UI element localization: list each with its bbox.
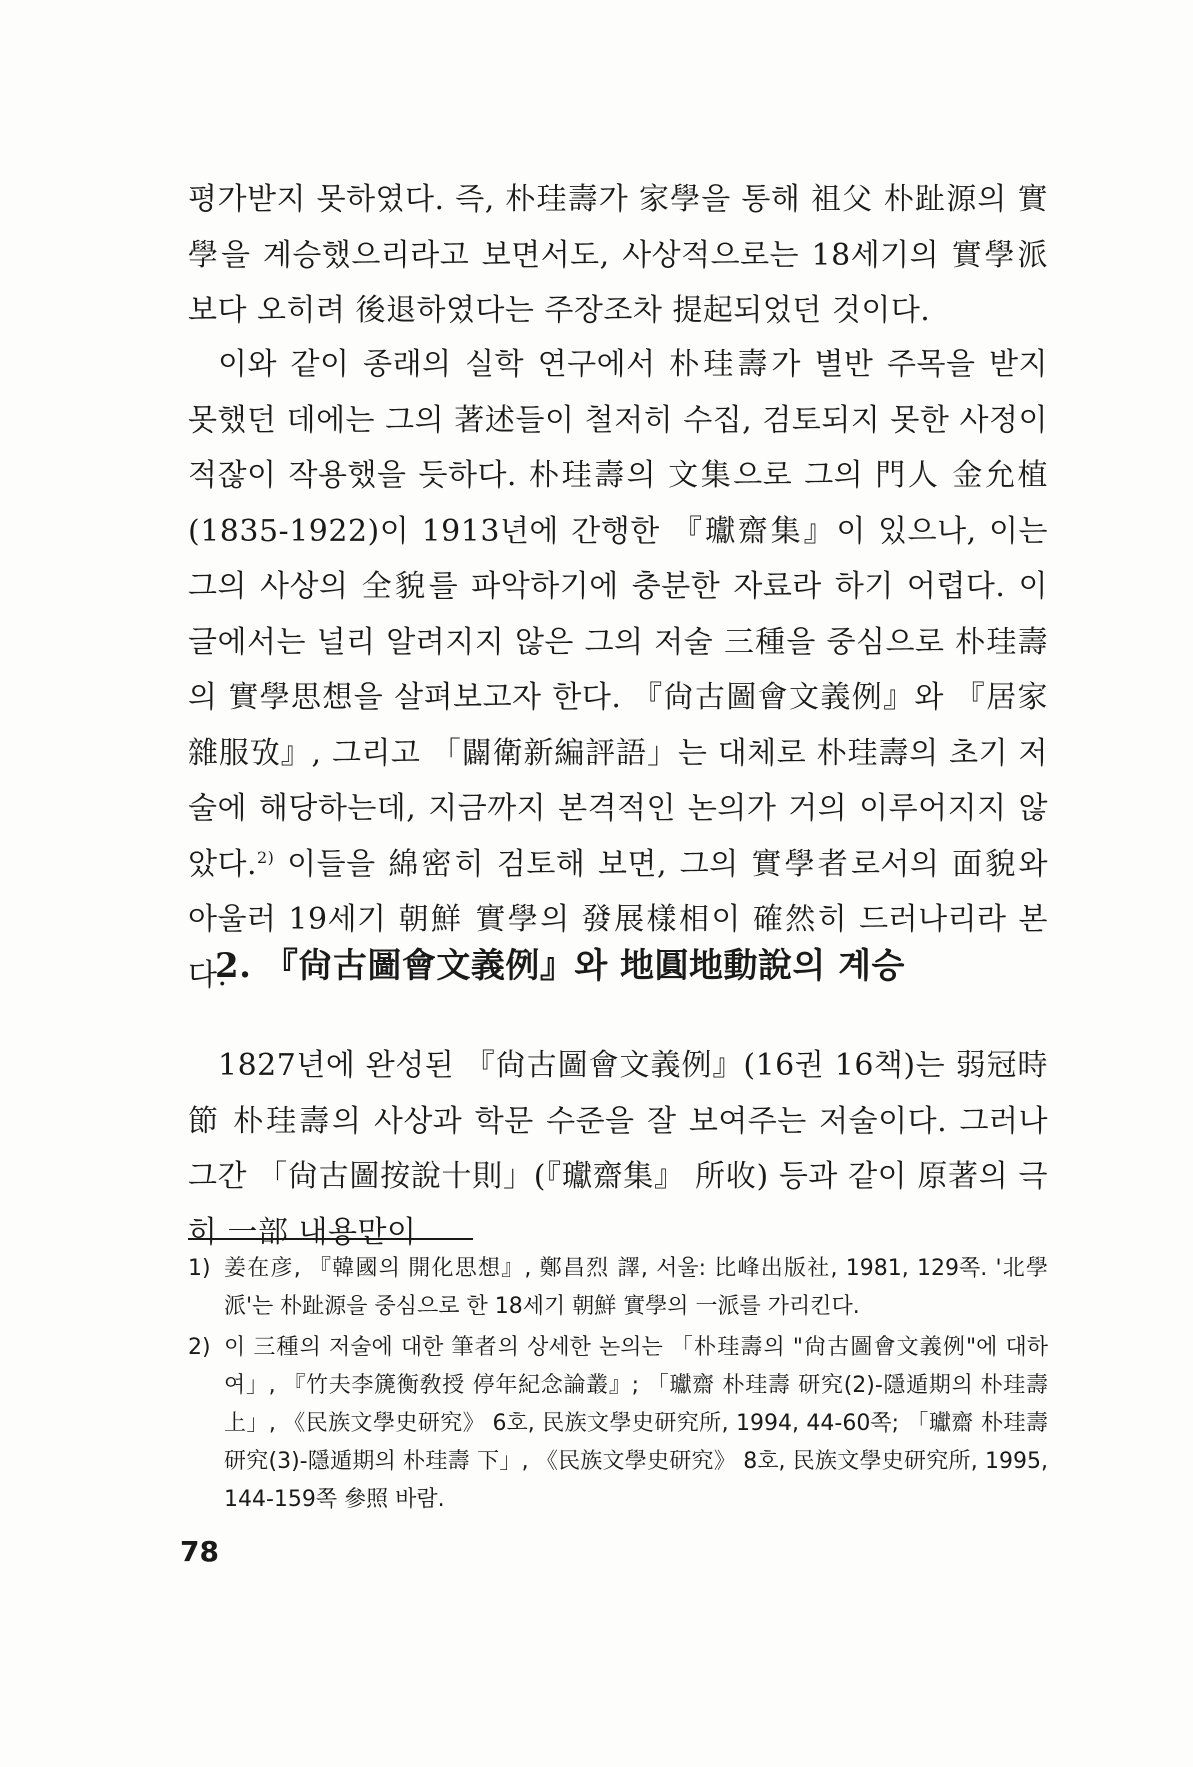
paragraph-2-text-a: 이와 같이 종래의 실학 연구에서 朴珪壽가 별반 주목을 받지 못했던 데에는 그의 著述들이 철저히 수집, 검토되지 못한 사정이 적잖이 작용했을 듯하다. 朴珪壽의 文集으로 그의 門人 金允植(1835-1922)이 1913년에 간행한 『瓛齋集』이 있으나, 이는 그의 사상의 全貌를 파악하기에 충분한 자료라 하기 어렵다. 이 글에서는 널리 알려지지 않은 그의 저술 三種을 중심으로 朴珪壽의 實學思想을 살펴보고자 한다. 『尙古圖會文義例』와 『居家雜服攷』, 그리고 「闢衛新編評語」는 대체로 朴珪壽의 초기 저술에 해당하는데, 지금까지 본격적인 논의가 거의 이루어지지 않았다. bbox=[188, 347, 1048, 882]
footnote-1 bbox=[188, 1250, 1048, 1326]
paragraph-1-text: 평가받지 못하였다. 즉, 朴珪壽가 家學을 통해 祖父 朴趾源의 實學을 계승했으리라고 보면서도, 사상적으로는 18세기의 實學派보다 오히려 後退하였다는 주장조차 提起되었던 것이다. bbox=[188, 182, 1048, 328]
section-heading: 2. 『尙古圖會文義例』와 地圓地動說의 계승 bbox=[215, 946, 905, 986]
footnote-number: 2) bbox=[188, 1335, 211, 1360]
footnotes bbox=[188, 1250, 1048, 1522]
footnote-number: 1) bbox=[188, 1256, 211, 1281]
body-paragraph-2 bbox=[188, 337, 1048, 1003]
footnote-2 bbox=[188, 1329, 1048, 1519]
body-paragraph-3 bbox=[188, 1038, 1048, 1260]
page-number: 78 bbox=[180, 1535, 219, 1568]
body-paragraph-1 bbox=[188, 172, 1048, 339]
footnote-ref-2: 2) bbox=[257, 847, 275, 867]
footnote-divider bbox=[188, 1238, 473, 1240]
paragraph-2-text-b: 이들을 綿密히 검토해 보면, 그의 實學者로서의 面貌와 아울러 19세기 朝鮮 實學의 發展樣相이 確然히 드러나리라 본다. bbox=[188, 846, 1048, 993]
footnote-text: 이 三種의 저술에 대한 筆者의 상세한 논의는 「朴珪壽의 "尙古圖會文義例"에 대하여」, 『竹夫李篪衡敎授 停年紀念論叢』; 「瓛齋 朴珪壽 研究(2)-隱遁期의 朴珪壽 上」, 《民族文學史研究》 6호, 民族文學史研究所, 1994, 44-60쪽; 「瓛齋 朴珪壽 研究(3)-隱遁期의 朴珪壽 下」, 《民族文學史研究》 8호, 民族文學史研究所, 1995, 144-159쪽 參照 바람. bbox=[224, 1335, 1048, 1512]
footnote-text: 姜在彦, 『韓國의 開化思想』, 鄭昌烈 譯, 서울: 比峰出版社, 1981, 129쪽. '北學派'는 朴趾源을 중심으로 한 18세기 朝鮮 實學의 一派를 가리킨다. bbox=[224, 1256, 1048, 1319]
paragraph-3-text: 1827년에 완성된 『尙古圖會文義例』(16권 16책)는 弱冠時節 朴珪壽의 사상과 학문 수준을 잘 보여주는 저술이다. 그러나 그간 「尙古圖按說十則」(『瓛齋集』 所收) 등과 같이 原著의 극히 一部 내용만이 bbox=[188, 1048, 1048, 1250]
